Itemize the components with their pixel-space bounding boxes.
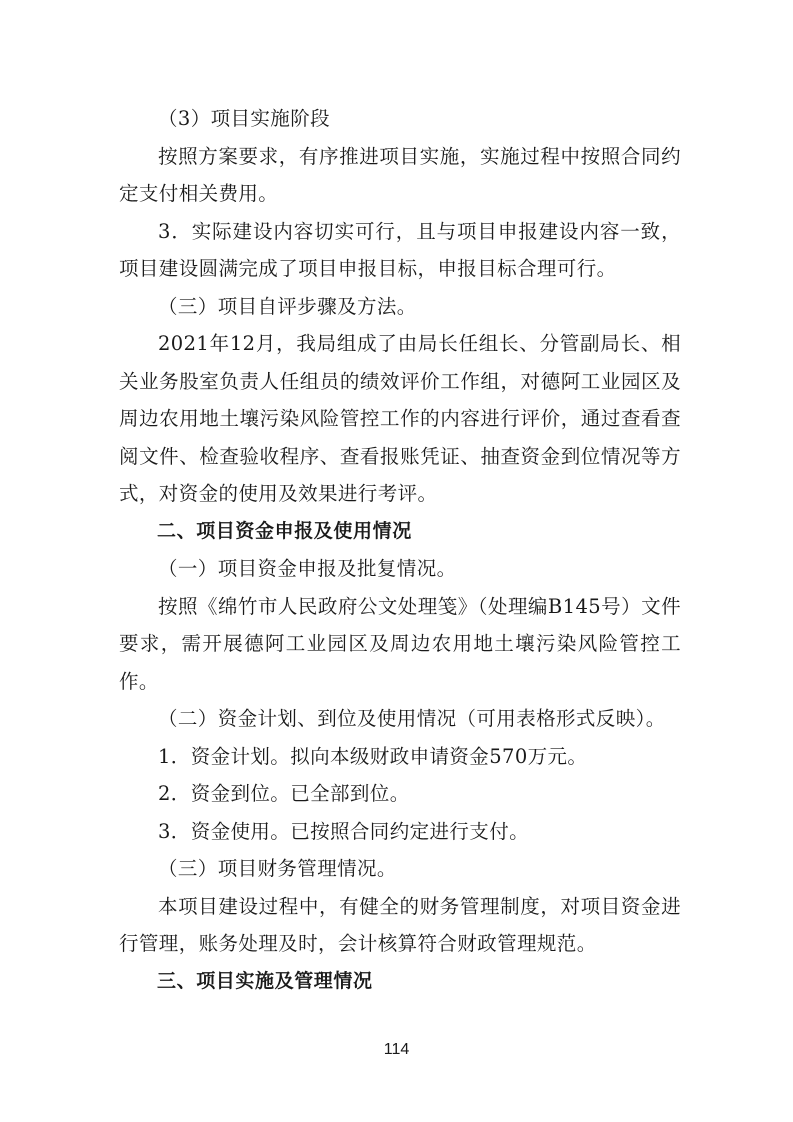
list-item: 1．资金计划。拟向本级财政申请资金570万元。 <box>158 744 588 768</box>
body-paragraph: 3．实际建设内容切实可行，且与项目申报建设内容一致，项目建设圆满完成了项目申报目标，申报目标合理可行。 <box>119 219 681 280</box>
section-heading: 二、项目资金申报及使用情况 <box>157 519 412 542</box>
document-body <box>119 100 681 1000</box>
list-item: 2．资金到位。已全部到位。 <box>158 782 410 805</box>
body-paragraph: 按照方案要求，有序推进项目实施，实施过程中按照合同约定支付相关费用。 <box>119 144 681 205</box>
body-paragraph: 本项目建设过程中，有健全的财务管理制度，对项目资金进行管理，账务处理及时，会计核算符合财政管理规范。 <box>119 894 681 955</box>
page-number: 114 <box>383 1041 410 1058</box>
subsection-heading: （一）项目资金申报及批复情况。 <box>158 557 457 580</box>
subsection-implementation-stage: （3）项目实施阶段 <box>158 107 331 130</box>
subsection-heading: （二）资金计划、到位及使用情况（可用表格形式反映）。 <box>158 707 666 730</box>
section-heading: 三、项目实施及管理情况 <box>157 969 373 992</box>
body-paragraph: 按照《绵竹市人民政府公文处理笺》（处理编B145号）文件要求，需开展德阿工业园区及周边农用地土壤污染风险管控工作。 <box>119 594 681 693</box>
body-paragraph: 2021年12月，我局组成了由局长任组长、分管副局长、相关业务股室负责人任组员的绩效评价工作组，对德阿工业园区及周边农用地土壤污染风险管控工作的内容进行评价，通过查看查阅文件、检查验收程序、查看报账凭证、抽查资金到位情况等方式，对资金的使用及效果进行考评。 <box>119 332 681 505</box>
list-item: 3．资金使用。已按照合同约定进行支付。 <box>158 819 530 843</box>
subsection-heading: （三）项目财务管理情况。 <box>158 857 397 880</box>
subsection-heading: （三）项目自评步骤及方法。 <box>158 294 417 318</box>
